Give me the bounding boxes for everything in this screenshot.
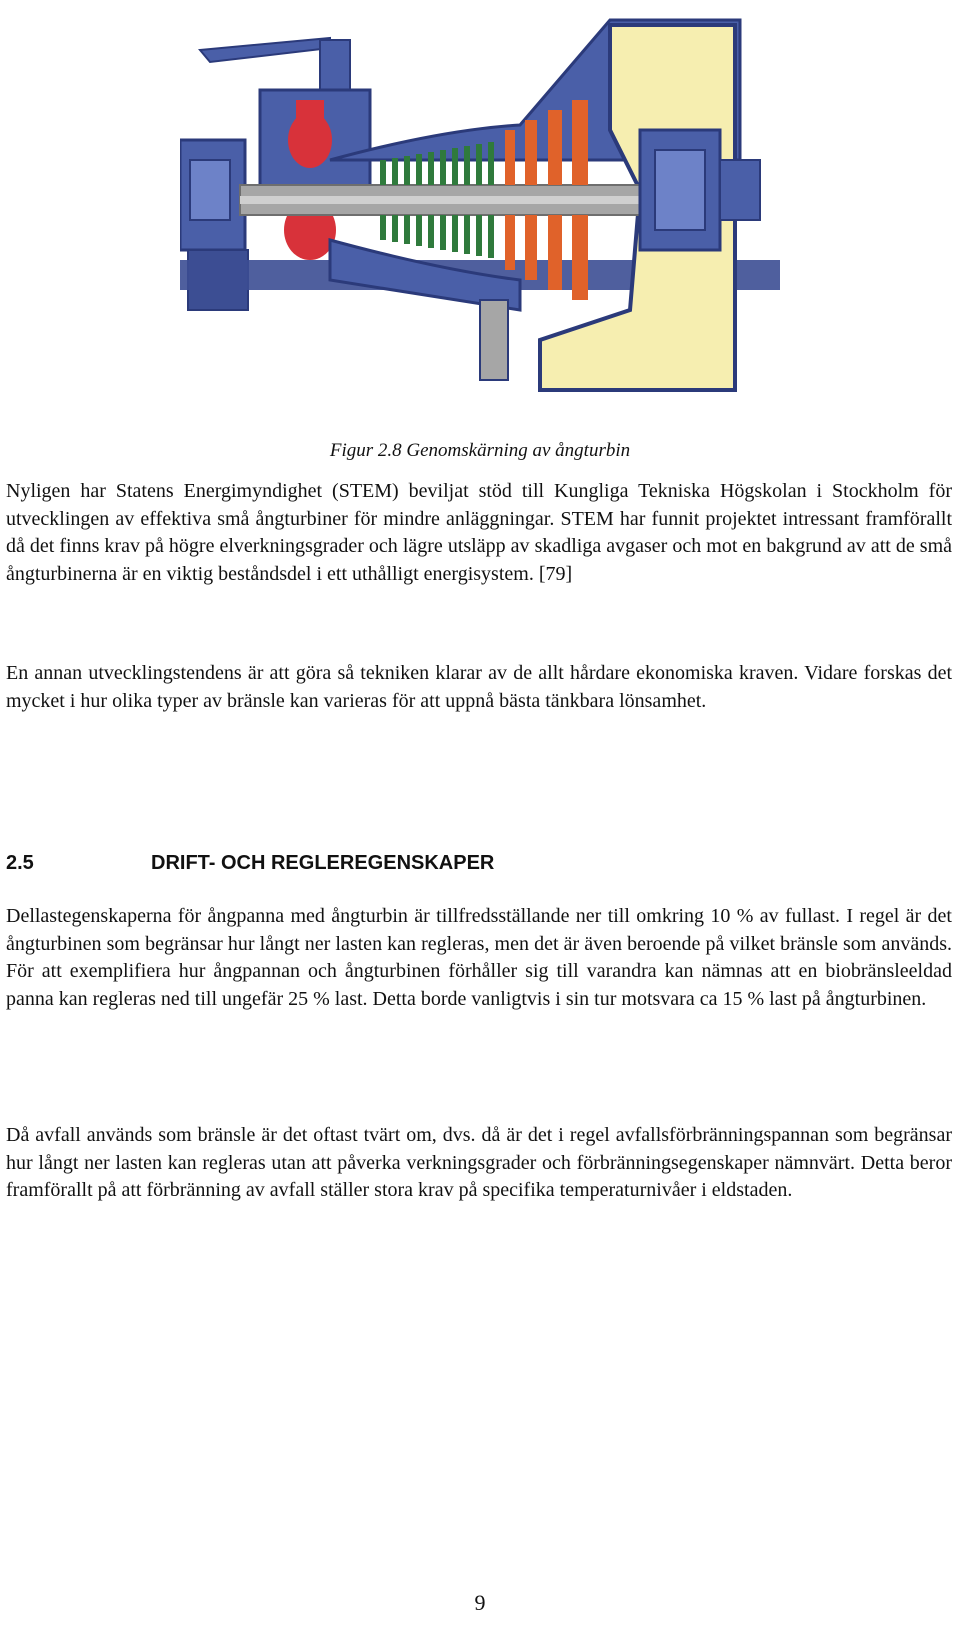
paragraph-waste-fuel: Då avfall används som bränsle är det oftast tvärt om, dvs. då är det i regel avfallsförbränningspannan som begränsar hur långt ner lasten kan regleras utan att påverka verkningsgrader och förbränningsegenskaper nämnvärt. Detta beror framförallt på att förbränning av avfall ställer stora krav på specifika temperaturnivåer i eldstaden.: [6, 1124, 952, 1201]
steam-turbine-cutaway-figure: [180, 10, 780, 410]
governor-lever: [200, 38, 330, 62]
paragraph-stem-funding: Nyligen har Statens Energimyndighet (STEM) beviljat stöd till Kungliga Tekniska Högskolan i Stockholm för utvecklingen av effektiva små ångturbiner för mindre anläggningar. STEM har funnit projektet intressant framförallt då det finns krav på högre elverkningsgrader och lägre utsläpp av skadliga avgaser och mot en bakgrund av att de små ångturbinerna är en viktig beståndsdel i ett uthålligt energisystem. [79]: [6, 480, 952, 585]
paragraph-part-load: Dellastegenskaperna för ångpanna med ångturbin är tillfredsställande ner till omkring 10 % av fullast. I regel är det ångturbinen som begränsar hur långt ner lasten kan regleras, men det är även beroende på vilket bränsle som används. För att exemplifiera hur ångpannan och ångturbinen förhåller sig till varandra kan nämnas att en biobränsleeldad panna kan regleras ned till ungefär 25 % last. Detta borde vanligtvis i sin tur motsvara ca 15 % last på ångturbinen.: [6, 905, 952, 1010]
page-number: 9: [474, 1590, 486, 1615]
section-heading: [6, 852, 494, 875]
section-title: DRIFT- OCH REGLEREGENSKAPER: [151, 852, 495, 874]
control-valve: [288, 112, 332, 168]
turbine-illustration: [180, 10, 780, 410]
figure-caption: Figur 2.8 Genomskärning av ångturbin: [329, 440, 631, 461]
section-number: 2.5: [6, 852, 34, 874]
drain-pipe: [480, 300, 508, 380]
paragraph-development-trend: En annan utvecklingstendens är att göra så tekniken klarar av de allt hårdare ekonomiska kraven. Vidare forskas det mycket i hur olika typer av bränsle kan varieras för att uppnå bästa tänkbara lönsamhet.: [6, 662, 952, 712]
